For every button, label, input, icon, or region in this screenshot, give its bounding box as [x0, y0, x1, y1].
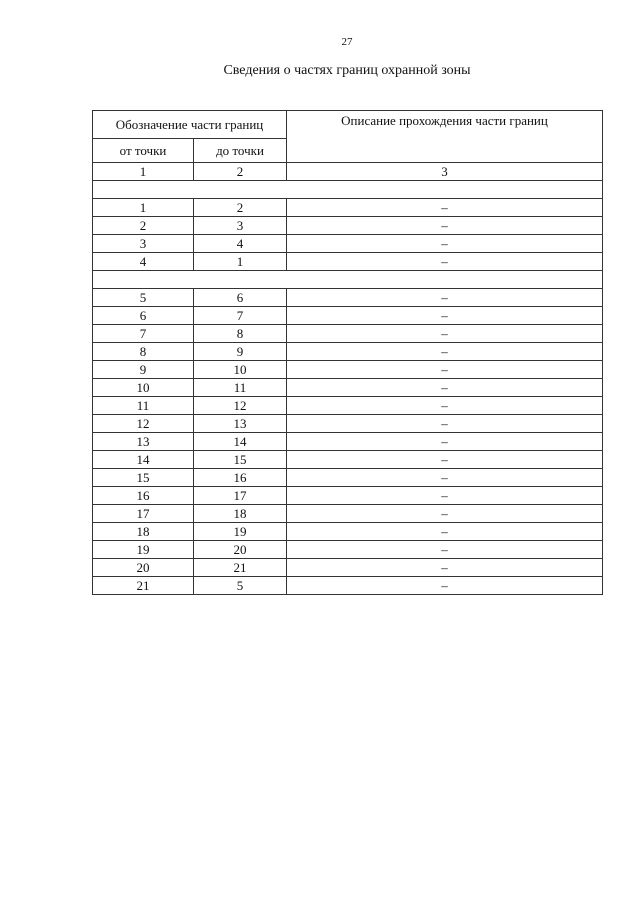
- table-row: [93, 397, 603, 415]
- section-separator-row: [93, 181, 603, 199]
- from-point-cell: 20: [93, 559, 194, 577]
- to-point-cell: 14: [194, 433, 287, 451]
- from-point-cell: 1: [93, 199, 194, 217]
- table-row: [93, 235, 603, 253]
- table-row: [93, 505, 603, 523]
- table-row: [93, 523, 603, 541]
- table-row: [93, 451, 603, 469]
- from-point-cell: 16: [93, 487, 194, 505]
- description-cell: –: [287, 505, 603, 523]
- description-cell: –: [287, 361, 603, 379]
- table-header: [93, 111, 603, 163]
- description-cell: –: [287, 469, 603, 487]
- header-boundary-designation: Обозначение части границ: [93, 111, 287, 139]
- description-cell: –: [287, 379, 603, 397]
- to-point-cell: 9: [194, 343, 287, 361]
- header-from-point: от точки: [93, 139, 194, 163]
- table-row: [93, 325, 603, 343]
- table-row: [93, 559, 603, 577]
- table-row: [93, 199, 603, 217]
- table-row: [93, 379, 603, 397]
- table-row: [93, 361, 603, 379]
- from-point-cell: 21: [93, 577, 194, 595]
- table-body: [93, 163, 603, 595]
- table-row: [93, 487, 603, 505]
- header-description: Описание прохождения части границ: [287, 111, 603, 163]
- description-cell: –: [287, 523, 603, 541]
- to-point-cell: 1: [194, 253, 287, 271]
- table-row: [93, 253, 603, 271]
- to-point-cell: 4: [194, 235, 287, 253]
- description-cell: –: [287, 289, 603, 307]
- to-point-cell: 16: [194, 469, 287, 487]
- to-point-cell: 19: [194, 523, 287, 541]
- to-point-cell: 6: [194, 289, 287, 307]
- description-cell: –: [287, 199, 603, 217]
- description-cell: –: [287, 307, 603, 325]
- from-point-cell: 18: [93, 523, 194, 541]
- to-point-cell: 13: [194, 415, 287, 433]
- from-point-cell: 9: [93, 361, 194, 379]
- header-to-point: до точки: [194, 139, 287, 163]
- from-point-cell: 5: [93, 289, 194, 307]
- from-point-cell: 7: [93, 325, 194, 343]
- boundary-parts-table: [92, 110, 603, 595]
- table-row: [93, 469, 603, 487]
- from-point-cell: 10: [93, 379, 194, 397]
- column-index-cell: 2: [194, 163, 287, 181]
- page-number: 27: [341, 36, 353, 48]
- description-cell: –: [287, 235, 603, 253]
- description-cell: –: [287, 397, 603, 415]
- to-point-cell: 5: [194, 577, 287, 595]
- from-point-cell: 19: [93, 541, 194, 559]
- table-row: [93, 541, 603, 559]
- to-point-cell: 3: [194, 217, 287, 235]
- column-index-cell: 3: [287, 163, 603, 181]
- to-point-cell: 20: [194, 541, 287, 559]
- from-point-cell: 14: [93, 451, 194, 469]
- from-point-cell: 13: [93, 433, 194, 451]
- to-point-cell: 15: [194, 451, 287, 469]
- table-row: [93, 307, 603, 325]
- to-point-cell: 17: [194, 487, 287, 505]
- to-point-cell: 7: [194, 307, 287, 325]
- section-separator-row: [93, 271, 603, 289]
- from-point-cell: 11: [93, 397, 194, 415]
- from-point-cell: 17: [93, 505, 194, 523]
- to-point-cell: 10: [194, 361, 287, 379]
- to-point-cell: 8: [194, 325, 287, 343]
- from-point-cell: 8: [93, 343, 194, 361]
- from-point-cell: 3: [93, 235, 194, 253]
- from-point-cell: 15: [93, 469, 194, 487]
- description-cell: –: [287, 541, 603, 559]
- to-point-cell: 2: [194, 199, 287, 217]
- from-point-cell: 6: [93, 307, 194, 325]
- table-row: [93, 577, 603, 595]
- page-title: Сведения о частях границ охранной зоны: [223, 63, 471, 78]
- from-point-cell: 2: [93, 217, 194, 235]
- to-point-cell: 11: [194, 379, 287, 397]
- description-cell: –: [287, 487, 603, 505]
- table-row: [93, 217, 603, 235]
- description-cell: –: [287, 325, 603, 343]
- table-row: [93, 289, 603, 307]
- from-point-cell: 12: [93, 415, 194, 433]
- description-cell: –: [287, 559, 603, 577]
- to-point-cell: 12: [194, 397, 287, 415]
- to-point-cell: 18: [194, 505, 287, 523]
- description-cell: –: [287, 433, 603, 451]
- description-cell: –: [287, 253, 603, 271]
- description-cell: –: [287, 343, 603, 361]
- description-cell: –: [287, 217, 603, 235]
- description-cell: –: [287, 451, 603, 469]
- from-point-cell: 4: [93, 253, 194, 271]
- table-row: [93, 415, 603, 433]
- description-cell: –: [287, 577, 603, 595]
- section-separator-cell: [93, 181, 603, 199]
- table-row: [93, 343, 603, 361]
- column-index-row: [93, 163, 603, 181]
- table-row: [93, 433, 603, 451]
- section-separator-cell: [93, 271, 603, 289]
- column-index-cell: 1: [93, 163, 194, 181]
- to-point-cell: 21: [194, 559, 287, 577]
- description-cell: –: [287, 415, 603, 433]
